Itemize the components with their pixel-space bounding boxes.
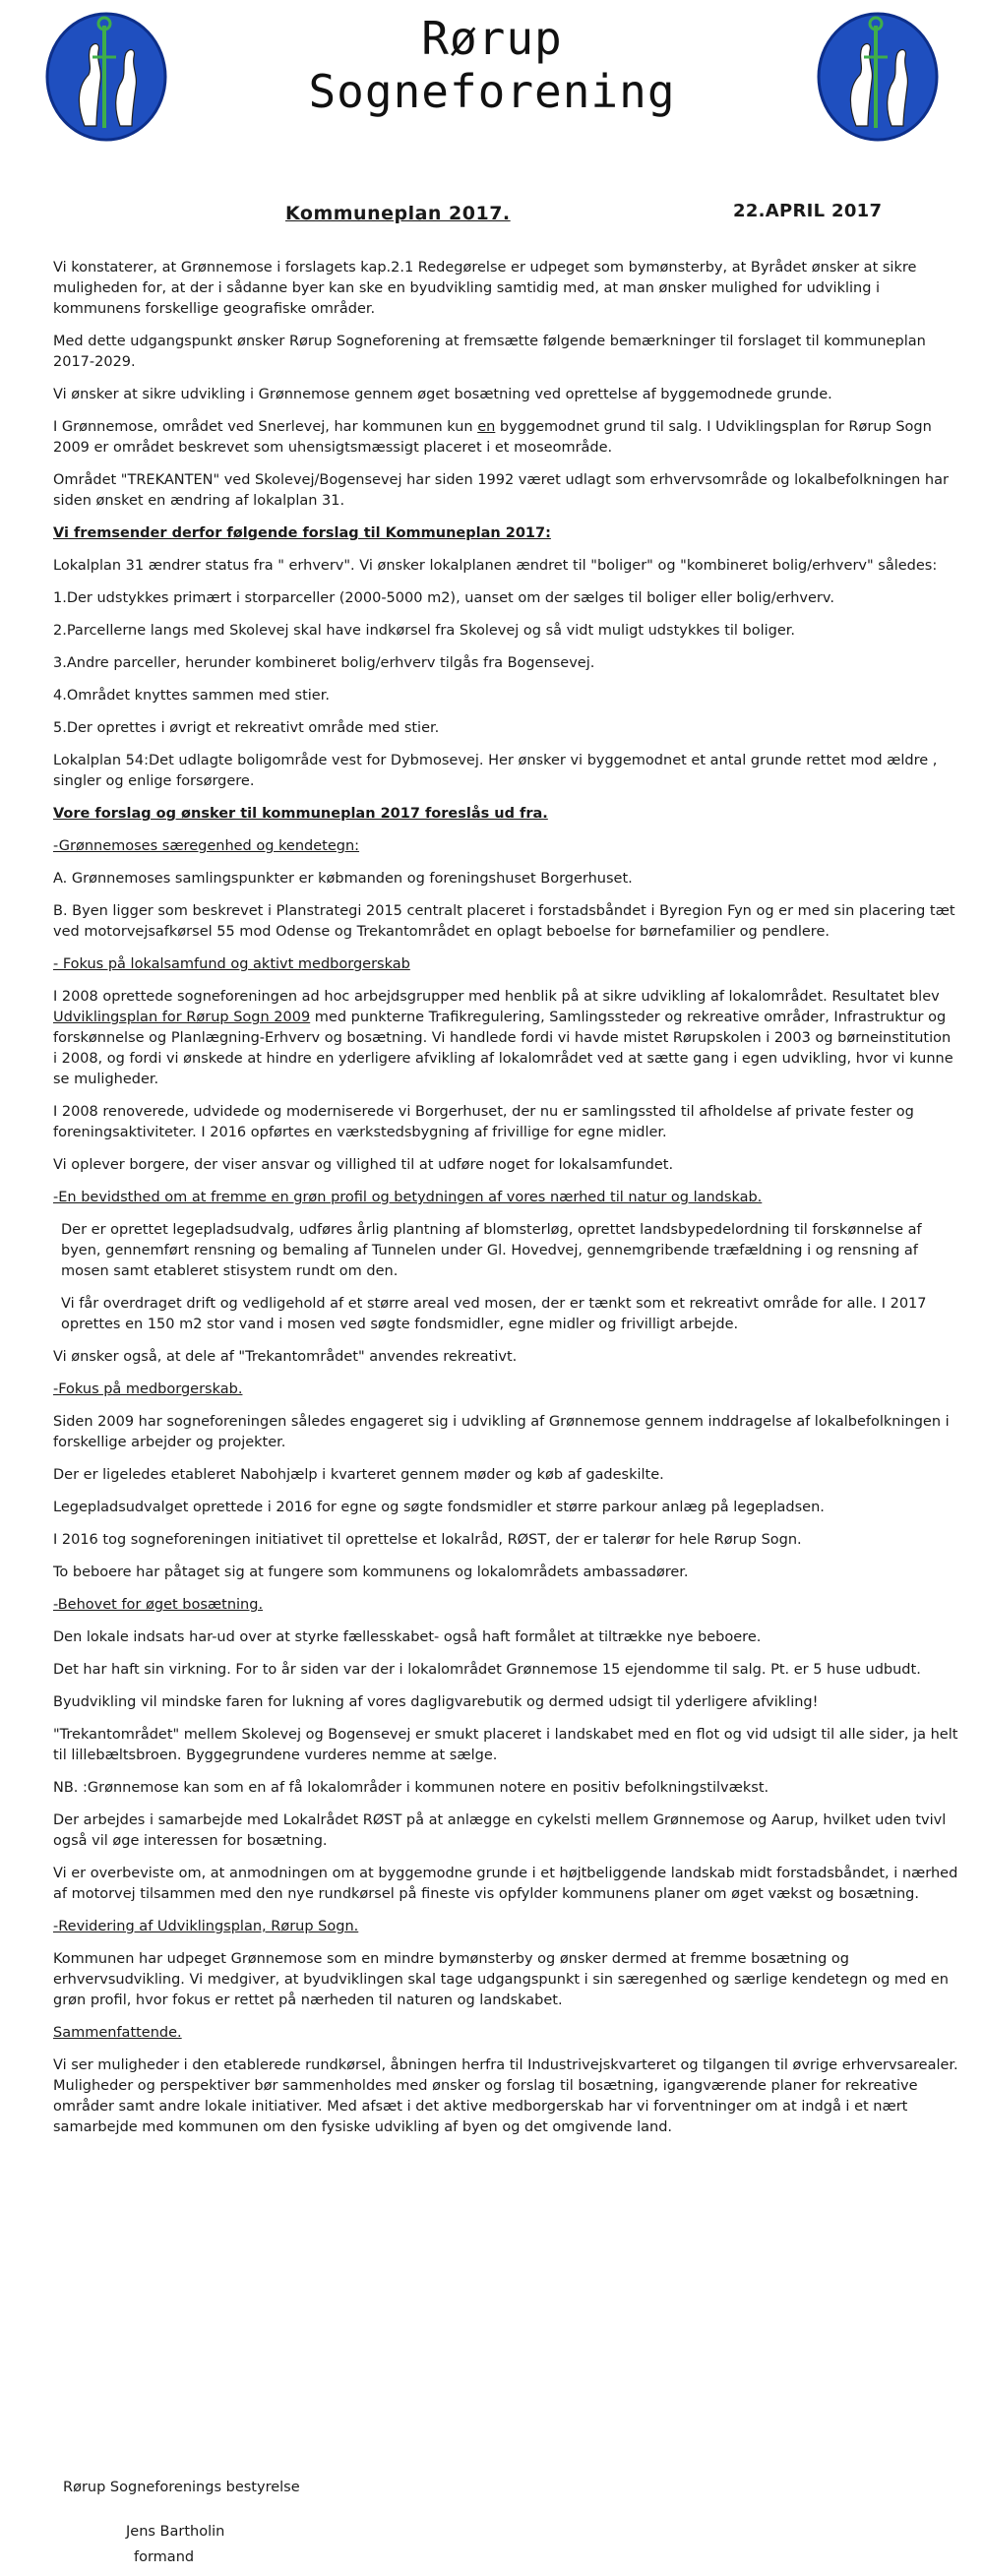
paragraph: I 2008 renoverede, udvidede og moderniserede vi Borgerhuset, der nu er samlingssted til afholdelse af private fester og foreningsaktiviteter. I 2016 opførtes en værkstedsbygning af frivillige for egne midler. (53, 1104, 914, 1140)
list-item: 3.Andre parceller, herunder kombineret bolig/erhverv tilgås fra Bogensevej. (53, 655, 595, 671)
signature-name: Jens Bartholin (126, 2524, 225, 2540)
signature-board: Rørup Sogneforenings bestyrelse (63, 2480, 300, 2495)
paragraph: Vi ønsker også, at dele af "Trekantområdet" anvendes rekreativt. (53, 1349, 518, 1365)
subsection-heading: -Behovet for øget bosætning. (53, 1597, 264, 1613)
subsection-heading: -Revidering af Udviklingsplan, Rørup Sogn. (53, 1919, 359, 1934)
text-run: med punkterne Trafikregulering, Samlingssteder og rekreative områder, Infrastruktur og forskønnelse og Planlægning-Erhverv og bosætning. Vi handlede fordi vi havde mistet Rørupskolen i 2003 og børneinstitution i 2008, og fordi vi ønskede at hindre en yderligere afvikling af lokalområdet ved at sætte gang i egen udvikling, hvor vi kunne se muligheder. (53, 1010, 953, 1087)
paragraph: Vi konstaterer, at Grønnemose i forslagets kap.2.1 Redegørelse er udpeget som bymønsterby, at Byrådet ønsker at sikre muligheden for, at der i sådanne byer kan ske en byudvikling samtidig med, at man ønsker mulighed for udvikling i kommunens forskellige geografiske områder. (53, 260, 917, 317)
subsection-heading: -Fokus på medborgerskab. (53, 1381, 243, 1397)
section-heading: Vore forslag og ønsker til kommuneplan 2017 foreslås ud fra. (53, 806, 548, 822)
paragraph: Vi ser muligheder i den etablerede rundkørsel, åbningen herfra til Industrivejskvarteret og tilgangen til øvrige erhvervsarealer. Muligheder og perspektiver bør sammenholdes med ønsker og forslag til bosætning, igangværende planer for rekreative områder samt andre lokale initiativer. Med afsæt i det aktive medborgerskab har vi forventninger om at indgå i et nært samarbejde med kommunen om den fysiske udvikling af byen og det omgivende land. (53, 2057, 958, 2135)
paragraph: B. Byen ligger som beskrevet i Planstrategi 2015 centralt placeret i forstadsbåndet i Byregion Fyn og er med sin placering tæt ved motorvejsafkørsel 55 mod Odense og Trekantområdet en oplagt beboelse for børnefamilier og pendlere. (53, 903, 955, 940)
paragraph: A. Grønnemoses samlingspunkter er købmanden og foreningshuset Borgerhuset. (53, 871, 633, 887)
list-item: 1.Der udstykkes primært i storparceller (2000-5000 m2), uanset om der sælges til boliger eller bolig/erhverv. (53, 590, 834, 606)
text-run: I 2008 oprettede sogneforeningen ad hoc arbejdsgrupper med henblik på at sikre udvikling af lokalområdet. Resultatet blev (53, 989, 940, 1005)
text-run: byggemodnet grund til salg. I Udviklingsplan for Rørup Sogn 2009 er området beskrevet som uhensigtsmæssigt placeret i et moseområde. (53, 419, 932, 456)
organization-title (197, 12, 787, 118)
list-item: 4.Området knyttes sammen med stier. (53, 688, 330, 704)
subsection-heading: - Fokus på lokalsamfund og aktivt medborgerskab (53, 956, 410, 972)
paragraph: Kommunen har udpeget Grønnemose som en mindre bymønsterby og ønsker dermed at fremme bosætning og erhvervsudvikling. Vi medgiver, at byudviklingen skal tage udgangspunkt i sin særegenhed og særlige kendetegn og med en grøn profil, hvor fokus er rettet på nærheden til naturen og landskabet. (53, 1951, 949, 2008)
list-item: 5.Der oprettes i øvrigt et rekreativt område med stier. (53, 720, 440, 736)
paragraph: Der arbejdes i samarbejde med Lokalrådet RØST på at anlægge en cykelsti mellem Grønnemose og Aarup, hvilket uden tvivl også vil øge interessen for bosætning. (53, 1812, 947, 1849)
document-date: 22.APRIL 2017 (733, 201, 883, 221)
organization-title-line1: Rørup (421, 12, 563, 65)
signature-role: formand (134, 2549, 195, 2565)
underlined-reference: Udviklingsplan for Rørup Sogn 2009 (53, 1010, 311, 1025)
document-title: Kommuneplan 2017. (285, 203, 511, 224)
paragraph: "Trekantområdet" mellem Skolevej og Bogensevej er smukt placeret i landskabet med en flot og vid udsigt til alle sider, ja helt til lillebæltsbroen. Byggegrundene vurderes nemme at sælge. (53, 1727, 958, 1763)
paragraph: I 2016 tog sogneforeningen initiativet til oprettelse et lokalråd, RØST, der er talerør for hele Rørup Sogn. (53, 1532, 802, 1548)
paragraph: Området "TREKANTEN" ved Skolevej/Bogensevej har siden 1992 været udlagt som erhvervsområde og lokalbefolkningen har siden ønsket en ændring af lokalplan 31. (53, 472, 949, 509)
subsection-heading: Sammenfattende. (53, 2025, 182, 2041)
list-item: 2.Parcellerne langs med Skolevej skal have indkørsel fra Skolevej og så vidt muligt udstykkes til boliger. (53, 623, 796, 639)
paragraph (53, 987, 958, 1090)
paragraph (53, 417, 958, 459)
paragraph: Lokalplan 31 ændrer status fra " erhverv". Vi ønsker lokalplanen ændret til "boliger" og "kombineret bolig/erhverv" således: (53, 558, 938, 574)
subsection-heading: -En bevidsthed om at fremme en grøn profil og betydningen af vores nærhed til natur og landskab. (53, 1190, 763, 1205)
text-run: I Grønnemose, området ved Snerlevej, har kommunen kun (53, 419, 478, 435)
paragraph: Der er ligeledes etableret Nabohjælp i kvarteret gennem møder og køb af gadeskilte. (53, 1467, 664, 1483)
paragraph: NB. :Grønnemose kan som en af få lokalområder i kommunen notere en positiv befolkningstilvækst. (53, 1780, 769, 1796)
paragraph: Med dette udgangspunkt ønsker Rørup Sogneforening at fremsætte følgende bemærkninger til forslaget til kommuneplan 2017-2029. (53, 334, 926, 370)
paragraph: Vi er overbeviste om, at anmodningen om at byggemodne grunde i et højtbeliggende landskab midt forstadsbåndet, i nærhed af motorvej tilsammen med den nye rundkørsel på fineste vis opfylder kommunens planer om øget vækst og bosætning. (53, 1866, 958, 1902)
paragraph: Det har haft sin virkning. For to år siden var der i lokalområdet Grønnemose 15 ejendomme til salg. Pt. er 5 huse udbudt. (53, 1662, 921, 1678)
paragraph: Den lokale indsats har-ud over at styrke fællesskabet- også haft formålet at tiltrække nye beboere. (53, 1629, 762, 1645)
paragraph: Byudvikling vil mindske faren for lukning af vores dagligvarebutik og dermed udsigt til yderligere afvikling! (53, 1694, 819, 1710)
section-heading: Vi fremsender derfor følgende forslag til Kommuneplan 2017: (53, 525, 551, 541)
crest-emblem-right (809, 8, 947, 146)
organization-title-line2: Sogneforening (308, 65, 676, 118)
paragraph: To beboere har påtaget sig at fungere som kommunens og lokalområdets ambassadører. (53, 1564, 689, 1580)
paragraph: Vi får overdraget drift og vedligehold af et større areal ved mosen, der er tænkt som et rekreativt område for alle. I 2017 oprettes en 150 m2 stor vand i mosen ved søgte fondsmidler, egne midler og frivilligt arbejde. (61, 1296, 927, 1332)
subsection-heading: -Grønnemoses særegenhed og kendetegn: (53, 838, 360, 854)
paragraph: Siden 2009 har sogneforeningen således engageret sig i udvikling af Grønnemose gennem inddragelse af lokalbefolkningen i forskellige arbejder og projekter. (53, 1414, 950, 1450)
letter-body (53, 258, 958, 2150)
crest-emblem-left (37, 8, 175, 146)
paragraph: Lokalplan 54:Det udlagte boligområde vest for Dybmosevej. Her ønsker vi byggemodnet et antal grunde rettet mod ældre , singler og enlige forsørgere. (53, 753, 938, 789)
paragraph: Der er oprettet legepladsudvalg, udføres årlig plantning af blomsterløg, oprettet landsbypedelordning til forskønnelse af byen, gennemført rensning og bemaling af Tunnelen under Gl. Hovedvej, gennemgribende træfældning i og rensning af mosen samt etableret stisystem rundt om den. (61, 1222, 922, 1279)
underlined-word: en (477, 419, 496, 435)
paragraph: Legepladsudvalget oprettede i 2016 for egne og søgte fondsmidler et større parkour anlæg på legepladsen. (53, 1500, 825, 1515)
paragraph: Vi ønsker at sikre udvikling i Grønnemose gennem øget bosætning ved oprettelse af byggemodnede grunde. (53, 387, 832, 402)
paragraph: Vi oplever borgere, der viser ansvar og villighed til at udføre noget for lokalsamfundet. (53, 1157, 674, 1173)
